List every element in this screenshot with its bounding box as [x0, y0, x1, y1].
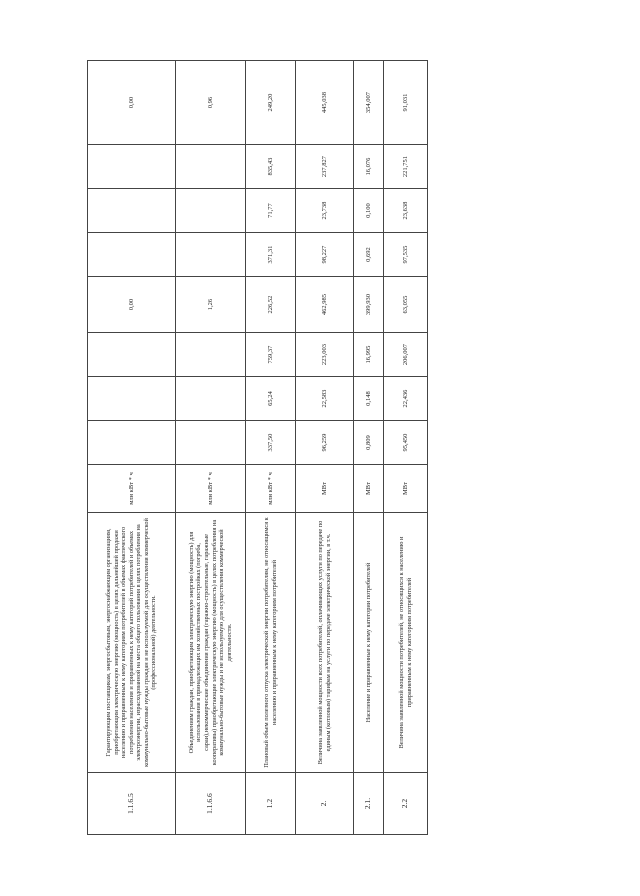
row-description: Величина заявленной мощности всех потребителей, оплачивающих услуги по передаче по единым (котловым) тарифам на услуги по передаче электрической энергии, в т.ч. — [296, 513, 354, 773]
tariff-table — [87, 60, 428, 835]
row-number: 2.1. — [354, 773, 384, 835]
value-cell — [176, 189, 246, 233]
row-description: Плановый объем полезного отпуска электрической энергии потребителям, не относящимся к населению и приравненным к нему категориям потребителей — [246, 513, 296, 773]
value-cell: 95,450 — [384, 421, 428, 465]
row-description: Объединениям граждан, приобретающим электрическую энергию (мощность) для использования в принадлежащих им хозяйственных постройках (погреба, сараи),некоммерческие объединения граждан (гаражно-строительные, гаражные кооперативы) приобретающие электрическую энергию (мощность) в целях потребления на коммунально-бытовые нужды и не используемую для осуществления коммерческой деятельности. — [176, 513, 246, 773]
value-cell: 65,24 — [246, 377, 296, 421]
row-unit: млн кВт * ч — [176, 465, 246, 513]
row-unit: МВт — [384, 465, 428, 513]
value-cell — [88, 189, 176, 233]
value-cell: 16,076 — [354, 145, 384, 189]
value-cell: 97,535 — [384, 233, 428, 277]
row-number: 1.2 — [246, 773, 296, 835]
row-description: Население и приравненные к нему категории потребителей — [354, 513, 384, 773]
rotated-table-container — [87, 65, 427, 835]
value-cell: 0,692 — [354, 233, 384, 277]
table-row — [88, 61, 176, 835]
value-cell: 63,055 — [384, 277, 428, 333]
row-number: 1.1.6.5 — [88, 773, 176, 835]
value-cell: 0,100 — [354, 189, 384, 233]
value-cell — [88, 233, 176, 277]
row-unit: МВт — [354, 465, 384, 513]
value-cell: 0,96 — [176, 61, 246, 145]
value-cell: 0,148 — [354, 377, 384, 421]
value-cell: 371,31 — [246, 233, 296, 277]
value-cell: 22,436 — [384, 377, 428, 421]
value-cell: 462,985 — [296, 277, 354, 333]
value-cell — [88, 421, 176, 465]
value-cell: 1,26 — [176, 277, 246, 333]
value-cell: 354,007 — [354, 61, 384, 145]
value-cell — [176, 333, 246, 377]
value-cell: 91,031 — [384, 61, 428, 145]
row-number: 2.2 — [384, 773, 428, 835]
value-cell: 96,259 — [296, 421, 354, 465]
table-row — [384, 61, 428, 835]
row-description: Величина заявленной мощности потребителей, не относящихся к населению и приравненным к нему категориям потребителей — [384, 513, 428, 773]
value-cell — [176, 233, 246, 277]
table-row — [354, 61, 384, 835]
value-cell: 221,751 — [384, 145, 428, 189]
value-cell — [88, 145, 176, 189]
row-number: 2. — [296, 773, 354, 835]
value-cell: 759,37 — [246, 333, 296, 377]
value-cell: 0,00 — [88, 277, 176, 333]
value-cell: 399,930 — [354, 277, 384, 333]
value-cell: 23,638 — [384, 189, 428, 233]
value-cell: 0,00 — [88, 61, 176, 145]
value-cell: 98,227 — [296, 233, 354, 277]
table-row — [296, 61, 354, 835]
row-number: 1.1.6.6 — [176, 773, 246, 835]
value-cell: 16,995 — [354, 333, 384, 377]
value-cell: 23,738 — [296, 189, 354, 233]
row-unit: МВт — [296, 465, 354, 513]
value-cell — [176, 145, 246, 189]
value-cell: 237,827 — [296, 145, 354, 189]
value-cell — [88, 333, 176, 377]
value-cell — [176, 421, 246, 465]
value-cell: 71,77 — [246, 189, 296, 233]
value-cell: 445,038 — [296, 61, 354, 145]
value-cell: 206,007 — [384, 333, 428, 377]
table-row — [246, 61, 296, 835]
value-cell: 226,52 — [246, 277, 296, 333]
value-cell: 22,583 — [296, 377, 354, 421]
value-cell — [176, 377, 246, 421]
row-description: Гарантирующим поставщикам, энергосбытовым, энергоснабжающим организациям, приобретающим электрическую энергию (мощность) в целях дальнейшей продажи населению и приравненным к нему категориям потребителей в объемах фактического потребления населения и приравненных к нему категорий потребителей и объемах электроэнергии, израсходованной на места общего пользования в целях потребления на коммунально-бытовые нужды граждан и не используемой для осуществления коммерческой (профессиональной) деятельности. — [88, 513, 176, 773]
value-cell — [88, 377, 176, 421]
table-row — [176, 61, 246, 835]
value-cell: 223,003 — [296, 333, 354, 377]
row-unit: млн кВт * ч — [246, 465, 296, 513]
value-cell: 337,50 — [246, 421, 296, 465]
row-unit: млн кВт * ч — [88, 465, 176, 513]
value-cell: 249,20 — [246, 61, 296, 145]
value-cell: 0,809 — [354, 421, 384, 465]
value-cell: 835,43 — [246, 145, 296, 189]
